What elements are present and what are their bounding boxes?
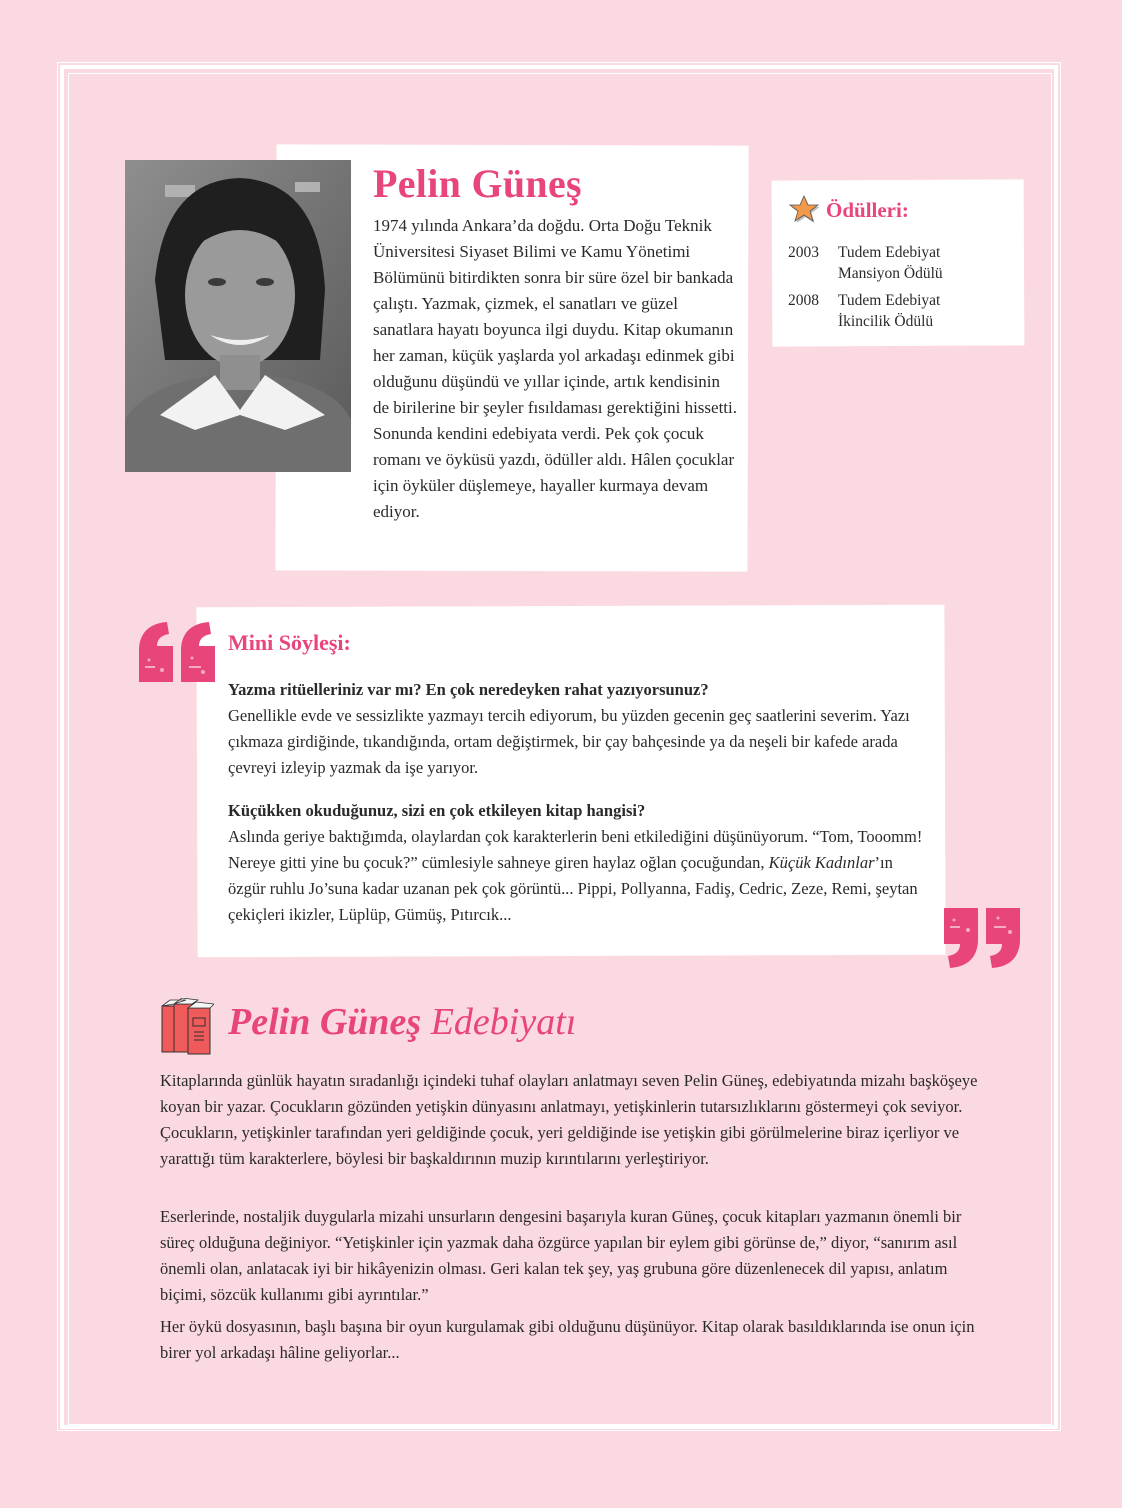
- paragraph: Kitaplarında günlük hayatın sıradanlığı içindeki tuhaf olayları anlatmayı seven Pelin Güneş, edebiyatında mizahı başköşeye koyan bir yazar. Çocukların gözünden yetişkin dünyasını anlatmayı, yetişkinlerin tutarsızlıklarını göstermeyi çok seviyor. Çocukların, yetişkinler tarafından yeri geldiğinde çocuk, yeri geldiğinde ise yetişkin gibi görülmelerine biraz içerliyor ve yarattığı tüm karakterlere, böylesi bir başkaldırının muzip kırıntılarını yerleştiriyor.: [160, 1071, 978, 1168]
- portrait-illustration: [125, 160, 351, 472]
- award-name: Tudem Edebiyat: [838, 292, 941, 309]
- author-name: Pelin Güneş: [373, 161, 582, 206]
- close-quote-icon: [940, 906, 1024, 970]
- award-name: Tudem Edebiyat: [838, 244, 941, 261]
- award-category: Mansiyon Ödülü: [838, 265, 943, 282]
- interview-qa: [228, 677, 933, 781]
- books-icon: [160, 998, 214, 1056]
- award-year: 2003: [788, 244, 819, 261]
- section-title: Pelin Güneş Edebiyatı: [228, 1001, 577, 1043]
- paragraph: Eserlerinde, nostaljik duygularla mizahi unsurların dengesini başarıyla kuran Güneş, çocuk kitapları yazmanın önemli bir süreç olduğuna değiniyor. “Yetişkinler için yazmak daha özgürce yapılan bir eylem gibi görünse de,” diyor, “sanırım asıl önemli olan, anlatacak iyi bir hikâyenizin olması. Geri kalan tek şey, yaş grubuna göre düzenlenecek dil yapısı, anlatım biçimi, sözcük kullanımı gibi ayrıntılar.”: [160, 1207, 962, 1304]
- award-category: İkincilik Ödülü: [838, 313, 934, 330]
- interview-answer: Genellikle evde ve sessizlikte yazmayı tercih ediyorum, bu yüzden gecenin geç saatlerini severim. Yazı çıkmaza girdiğinde, tıkandığında, ortam değiştirmek, bir çay bahçesinde ya da neşeli bir kafede arada çevreyi izleyip yazmak da işe yarıyor.: [228, 706, 910, 777]
- open-quote-icon: [137, 620, 219, 684]
- interview-question: Küçükken okuduğunuz, sizi en çok etkileyen kitap hangisi?: [228, 801, 646, 820]
- interview-title: Mini Söyleşi:: [228, 630, 351, 655]
- author-bio: 1974 yılında Ankara’da doğdu. Orta Doğu Teknik Üniversitesi Siyaset Bilimi ve Kamu Yönetimi Bölümünü bitirdikten sonra bir süre özel bir bankada çalıştı. Yazmak, çizmek, el sanatları ve güzel sanatlara hayatı boyunca ilgi duydu. Kitap okumanın her zaman, küçük yaşlarda yol arkadaşı edinmek gibi olduğunu düşündü ve yıllar içinde, artık kendisinin de birilerine bir şeyler fısıldaması gerektiğini hissetti. Sonunda kendini edebiyata verdi. Pek çok çocuk romanı ve öyküsü yazdı, ödüller aldı. Hâlen çocuklar için öyküler düşlemeye, hayaller kurmaya devam ediyor.: [373, 216, 737, 521]
- star-icon: [787, 193, 821, 225]
- awards-title: Ödülleri:: [826, 198, 909, 222]
- author-photo: [125, 160, 351, 472]
- interview-answer: Aslında geriye baktığımda, olaylardan çok karakterlerin beni etkilediğini düşünüyorum. “Tom, Tooomm! Nereye gitti yine bu çocuk?” cümlesiyle sahneye giren haylaz oğlan çocuğundan, Küçük Kadınlar’ın özgür ruhlu Jo’suna kadar uzanan pek çok görüntü... Pippi, Pollyanna, Fadiş, Cedric, Zeze, Remi, şeytan çekiçleri ikizler, Lüplüp, Gümüş, Pıtırcık...: [228, 827, 923, 924]
- paragraph: Her öykü dosyasının, başlı başına bir oyun kurgulamak gibi olduğunu düşünüyor. Kitap olarak basıldıklarında ise onun için birer yol arkadaşı hâline geliyorlar...: [160, 1317, 975, 1362]
- award-item: [788, 290, 940, 332]
- book-title: Küçük Kadınlar: [768, 853, 875, 872]
- award-year: 2008: [788, 292, 819, 309]
- interview-qa: [228, 798, 933, 928]
- interview-question: Yazma ritüelleriniz var mı? En çok neredeyken rahat yazıyorsunuz?: [228, 680, 709, 699]
- award-item: [788, 242, 943, 284]
